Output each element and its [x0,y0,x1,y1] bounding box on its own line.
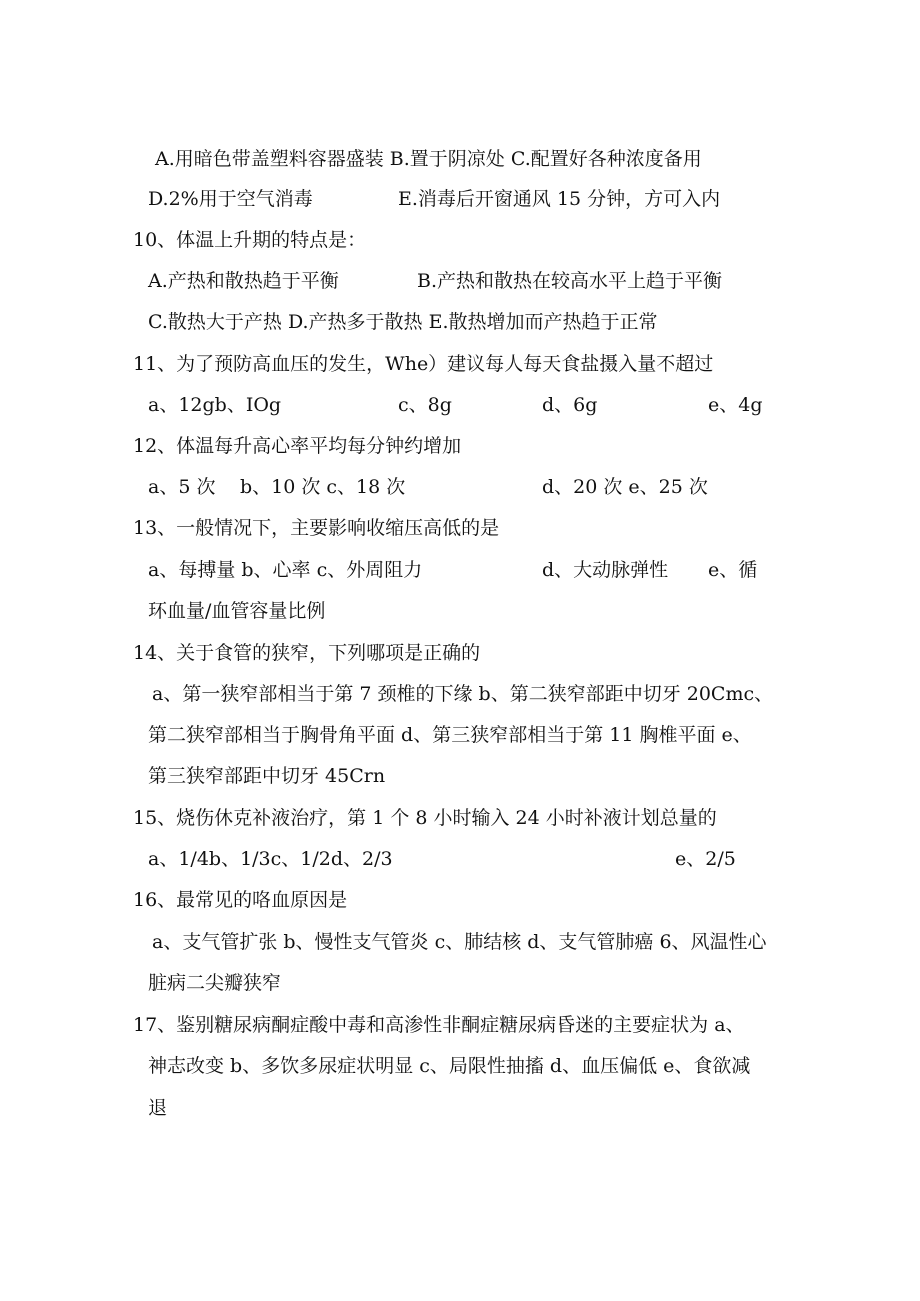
q14-options-text-2: 第二狭窄部相当于胸骨角平面 d、第三狭窄部相当于第 11 胸椎平面 e、 [148,724,752,746]
q14-options-text-1: a、第一狭窄部相当于第 7 颈椎的下缘 b、第二狭窄部距中切牙 20Cmc、 [152,683,774,705]
q17-options-text-2: 神志改变 b、多饮多尿症状明显 c、局限性抽搐 d、血压偏低 e、食欲减 [148,1055,751,1077]
q12-options-de: d、20 次 e、25 次 [542,476,708,498]
q12-option-a: a、5 次 [148,476,216,498]
q14-stem: 14、关于食管的狭窄，下列哪项是正确的 [133,642,481,664]
q13-option-d: d、大动脉弹性 [542,559,669,581]
q11-stem: 11、为了预防高血压的发生，Whe）建议每人每天食盐摄入量不超过 [133,353,714,375]
q17-stem: 17、鉴别糖尿病酮症酸中毒和高渗性非酮症糖尿病昏迷的主要症状为 a、 [133,1014,745,1036]
q9-options-abc: A.用暗色带盖塑料容器盛装 B.置于阴凉处 C.配置好各种浓度备用 [155,148,702,170]
q10-option-b: B.产热和散热在较高水平上趋于平衡 [417,270,723,292]
q16-options-text-2: 脏病二尖瓣狭窄 [148,972,282,994]
q13-stem: 13、一般情况下，主要影响收缩压高低的是 [133,517,500,539]
q9-option-d: D.2%用于空气消毒 [148,188,313,210]
q13-option-e-continuation: 环血量/血管容量比例 [148,600,326,622]
q11-option-c: c、8g [398,394,452,416]
q11-option-d: d、6g [542,394,598,416]
q14-options-text-3: 第三狭窄部距中切牙 45Crn [148,765,386,787]
q15-option-e: e、2/5 [675,848,736,870]
q17-options-text-3: 退 [148,1097,168,1119]
q10-options-cde: C.散热大于产热 D.产热多于散热 E.散热增加而产热趋于正常 [148,311,658,333]
q13-options-abc: a、每搏量 b、心率 c、外周阻力 [148,559,423,581]
q15-stem: 15、烧伤休克补液治疗，第 1 个 8 小时输入 24 小时补液计划总量的 [133,807,717,829]
q15-options-abcd: a、1/4b、1/3c、1/2d、2/3 [148,848,393,870]
q10-stem: 10、体温上升期的特点是： [133,229,367,251]
q16-options-text-1: a、支气管扩张 b、慢性支气管炎 c、肺结核 d、支气管肺癌 6、风温性心 [152,931,767,953]
q16-stem: 16、最常见的咯血原因是 [133,889,348,911]
q13-option-e: e、循 [708,559,758,581]
q9-option-e: E.消毒后开窗通风 15 分钟，方可入内 [398,188,721,210]
q12-options-bc: b、10 次 c、18 次 [240,476,406,498]
q11-options-ab: a、12gb、IOg [148,394,282,416]
q11-option-e: e、4g [708,394,763,416]
q10-option-a: A.产热和散热趋于平衡 [148,270,339,292]
q12-stem: 12、体温每升高心率平均每分钟约增加 [133,435,462,457]
